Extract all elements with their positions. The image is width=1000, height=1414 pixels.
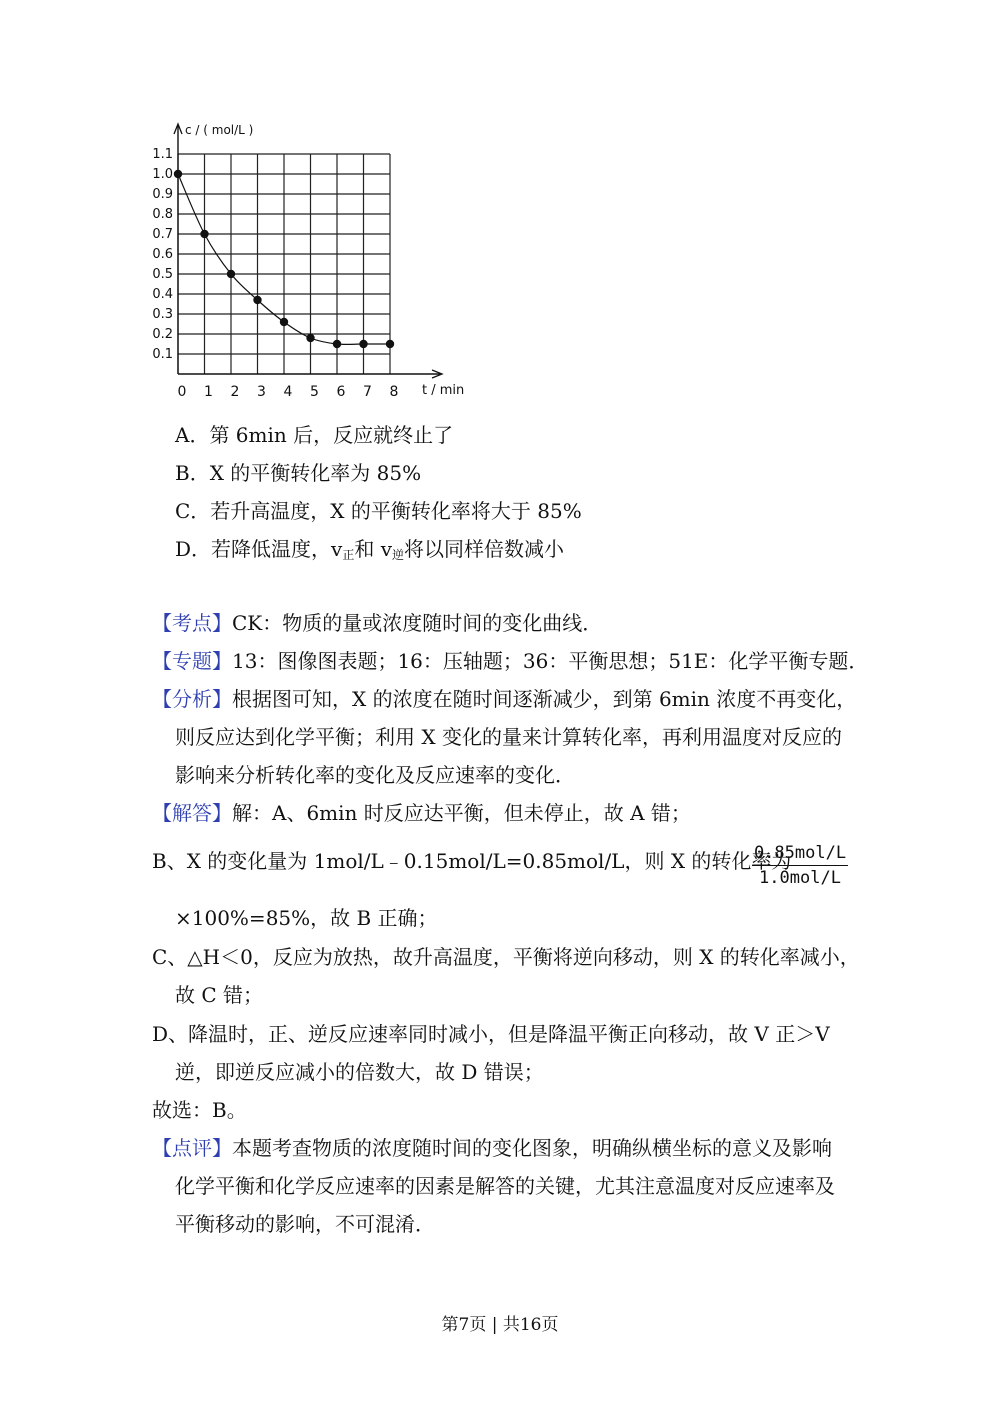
x-tick-label: 4 xyxy=(283,384,293,400)
kaodian-tag: 【考点】 xyxy=(152,611,232,635)
x-tick-label: 5 xyxy=(310,384,319,400)
jieda-b-line-1: B、X 的变化量为 1mol/L﹣0.15mol/L=0.85mol/L，则 X 的转化率为 xyxy=(152,849,792,873)
data-point xyxy=(280,318,288,326)
x-axis-label: t / min xyxy=(422,383,465,398)
fenxi-line-1: 【分析】根据图可知，X 的浓度在随时间逐渐减少，到第 6min 浓度不再变化， xyxy=(152,687,857,711)
jieda-d-line-2: 逆，即逆反应减小的倍数大，故 D 错误； xyxy=(175,1060,544,1084)
x-tick-label: 7 xyxy=(363,384,372,400)
x-tick-label: 2 xyxy=(230,384,240,400)
y-tick-label: 0.7 xyxy=(152,227,173,242)
kaodian-line: 【考点】CK：物质的量或浓度随时间的变化曲线． xyxy=(152,611,603,635)
x-tick-label: 1 xyxy=(204,384,213,400)
jieda-b-line-2: ×100%=85%，故 B 正确； xyxy=(175,906,438,930)
dianping-line-3: 平衡移动的影响，不可混淆． xyxy=(175,1212,435,1236)
data-point xyxy=(253,296,261,304)
fenxi-tag: 【分析】 xyxy=(152,687,232,711)
y-tick-label: 0.9 xyxy=(152,187,173,202)
zhuanti-line: 【专题】13：图像图表题；16：压轴题；36：平衡思想；51E：化学平衡专题． xyxy=(152,649,869,673)
y-tick-label: 0.3 xyxy=(152,307,173,322)
x-tick-label: 8 xyxy=(389,384,399,400)
fraction-denominator: 1.0mol/L xyxy=(759,868,841,888)
data-point xyxy=(359,340,367,348)
answer-line: 故选：B。 xyxy=(152,1098,247,1122)
x-tick-label: 3 xyxy=(257,384,266,400)
data-point xyxy=(306,334,314,342)
y-tick-label: 0.8 xyxy=(152,207,173,222)
jieda-tag: 【解答】 xyxy=(152,801,232,825)
zhuanti-tag: 【专题】 xyxy=(152,649,232,673)
y-tick-label: 1.0 xyxy=(152,167,173,182)
x-tick-label: 0 xyxy=(177,384,187,400)
option-b: B．X 的平衡转化率为 85% xyxy=(175,461,422,485)
dianping-tag: 【点评】 xyxy=(152,1136,232,1160)
jieda-line: 【解答】解：A、6min 时反应达平衡，但未停止，故 A 错； xyxy=(152,801,691,825)
data-point xyxy=(333,340,341,348)
y-tick-label: 0.2 xyxy=(152,327,173,342)
fenxi-line-3: 影响来分析转化率的变化及反应速率的变化． xyxy=(175,763,575,787)
y-axis-label: c / ( mol/L ) xyxy=(185,123,254,137)
dianping-line-1: 【点评】本题考查物质的浓度随时间的变化图象，明确纵横坐标的意义及影响 xyxy=(152,1136,832,1160)
fenxi-line-2: 则反应达到化学平衡；利用 X 变化的量来计算转化率，再利用温度对反应的 xyxy=(175,725,842,749)
fraction-numerator: 0.85mol/L xyxy=(752,843,848,866)
page-footer: 第7页 | 共16页 xyxy=(441,1315,559,1335)
option-a: A．第 6min 后，反应就终止了 xyxy=(175,423,454,447)
data-point xyxy=(227,270,235,278)
conversion-fraction xyxy=(752,843,848,888)
x-tick-label: 6 xyxy=(336,384,346,400)
concentration-time-chart xyxy=(140,112,480,407)
y-tick-label: 0.5 xyxy=(152,267,173,282)
y-tick-label: 0.4 xyxy=(152,287,173,302)
data-point xyxy=(174,170,182,178)
jieda-c-line-2: 故 C 错； xyxy=(175,983,264,1007)
y-tick-label: 0.6 xyxy=(152,247,173,262)
option-d: D．若降低温度，$v_正$和 $v_逆$将以同样倍数减小 xyxy=(175,537,565,562)
data-point xyxy=(200,230,208,238)
option-c: C．若升高温度，X 的平衡转化率将大于 85% xyxy=(175,499,582,523)
y-tick-label: 1.1 xyxy=(152,147,173,162)
dianping-line-2: 化学平衡和化学反应速率的因素是解答的关键，尤其注意温度对反应速率及 xyxy=(175,1174,835,1198)
jieda-d-line-1: D、降温时，正、逆反应速率同时减小，但是降温平衡正向移动，故 V 正＞V xyxy=(152,1022,830,1046)
y-tick-label: 0.1 xyxy=(152,347,173,362)
data-point xyxy=(386,340,394,348)
jieda-c-line-1: C、△H＜0，反应为放热，故升高温度，平衡将逆向移动，则 X 的转化率减小， xyxy=(152,945,860,969)
